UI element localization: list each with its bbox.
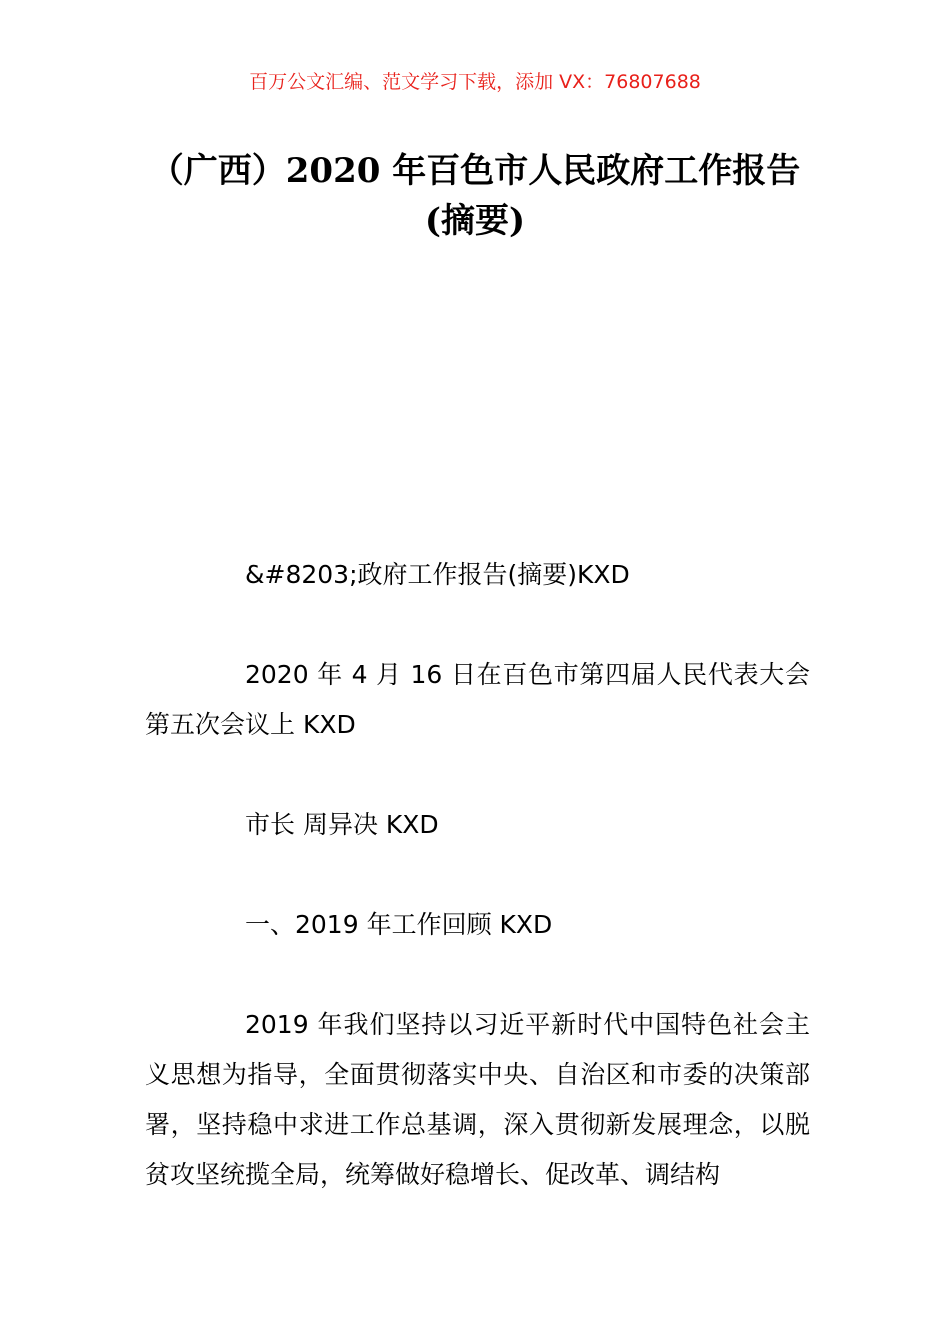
document-title-line-1: （广西）2020 年百色市人民政府工作报告 [149, 151, 801, 191]
body-section-heading: 一、2019 年工作回顾 KXD [245, 910, 553, 939]
document-body [145, 550, 810, 1200]
header-promo-note: 百万公文汇编、范文学习下载，添加 VX：76807688 [249, 71, 701, 93]
body-paragraph-review: 2019 年我们坚持以习近平新时代中国特色社会主义思想为指导，全面贯彻落实中央、自治区和市委的决策部署，坚持稳中求进工作总基调，深入贯彻新发展理念，以脱贫攻坚统揽全局，统筹做好稳增长、促改革、调结构 [145, 1010, 810, 1189]
body-paragraph-speaker: 市长 周异决 KXD [245, 810, 439, 839]
body-paragraph-meeting-date: 2020 年 4 月 16 日在百色市第四届人民代表大会第五次会议上 KXD [145, 660, 810, 739]
document-title [120, 146, 830, 246]
body-paragraph-report-label: &#8203;政府工作报告(摘要)KXD [245, 560, 630, 589]
document-title-line-2: (摘要) [424, 201, 526, 241]
